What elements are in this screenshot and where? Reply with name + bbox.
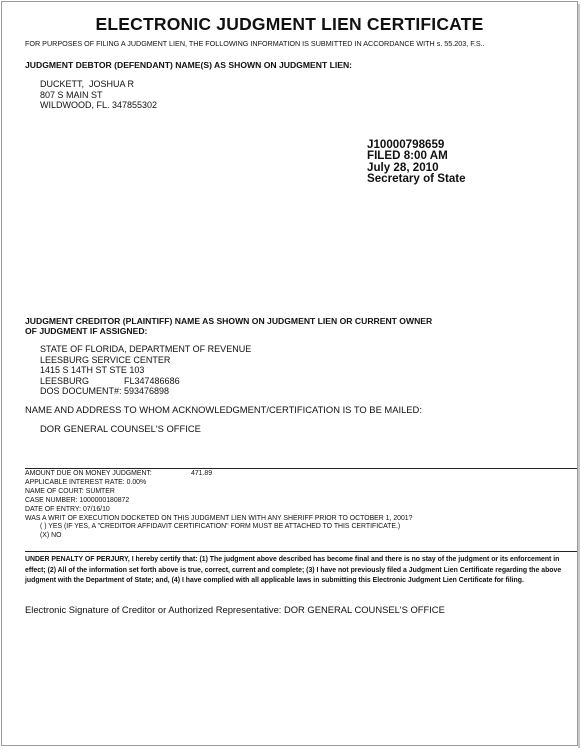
creditor-heading <box>25 316 432 336</box>
filing-date: July 28, 2010 <box>367 160 439 174</box>
creditor-name: STATE OF FLORIDA, DEPARTMENT OF REVENUE <box>40 344 252 354</box>
creditor-address <box>40 344 251 397</box>
amount-label: AMOUNT DUE ON MONEY JUDGMENT: <box>25 470 152 477</box>
document-title: ELECTRONIC JUDGMENT LIEN CERTIFICATE <box>95 14 484 34</box>
case-number: CASE NUMBER: 1000000180872 <box>25 496 130 504</box>
amount-row <box>25 470 412 479</box>
filing-number: J10000798659 <box>367 138 445 151</box>
perjury-lead: UNDER PENALTY OF PERJURY, <box>25 556 130 563</box>
purpose-statement: FOR PURPOSES OF FILING A JUDGMENT LIEN, THE FOLLOWING INFORMATION IS SUBMITTED IN ACCORDANCE WITH s. 55.203, F.S.. <box>25 39 485 48</box>
creditor-heading-line-1: JUDGMENT CREDITOR (PLAINTIFF) NAME AS SHOWN ON JUDGMENT LIEN OR CURRENT OWNER <box>25 316 433 326</box>
creditor-office: LEESBURG SERVICE CENTER <box>40 354 171 365</box>
filing-time: FILED 8:00 AM <box>367 149 448 163</box>
debtor-name: DUCKETT, JOSHUA R <box>40 79 135 89</box>
mailing-heading: NAME AND ADDRESS TO WHOM ACKNOWLEDGMENT/CERTIFICATION IS TO BE MAILED: <box>25 404 422 415</box>
court-name: NAME OF COURT: SUMTER <box>25 487 115 495</box>
mailing-name: DOR GENERAL COUNSEL'S OFFICE <box>40 423 201 434</box>
debtor-street: 807 S MAIN ST <box>40 89 103 100</box>
creditor-city: LEESBURG FL347486686 <box>40 375 180 386</box>
section-divider <box>25 468 577 469</box>
filing-office: Secretary of State <box>367 171 466 185</box>
section-divider <box>25 551 577 552</box>
debtor-heading: JUDGMENT DEBTOR (DEFENDANT) NAME(S) AS SHOWN ON JUDGMENT LIEN: <box>25 60 353 70</box>
interest-rate: APPLICABLE INTEREST RATE: 0.00% <box>25 478 147 486</box>
electronic-signature: Electronic Signature of Creditor or Authorized Representative: DOR GENERAL COUNSEL'S OFFICE <box>25 604 445 615</box>
debtor-city: WILDWOOD, FL. 347855302 <box>40 100 158 110</box>
writ-question: WAS A WRIT OF EXECUTION DOCKETED ON THIS JUDGMENT LIEN WITH ANY SHERIFF PRIOR TO OCTOBER 1, 2001? <box>25 514 413 522</box>
perjury-statement <box>25 555 565 587</box>
writ-no-option: (X) NO <box>40 532 62 540</box>
creditor-street: 1415 S 14TH ST STE 103 <box>40 365 145 375</box>
debtor-address <box>40 79 157 111</box>
amount-value: 471.89 <box>191 470 213 477</box>
filing-stamp <box>367 139 466 184</box>
writ-yes-option: ( ) YES (IF YES, A "CREDITOR AFFIDAVIT CERTIFICATION" FORM MUST BE ATTACHED TO THIS CERTIFICATE.) <box>40 523 401 531</box>
creditor-heading-line-2: OF JUDGMENT IF ASSIGNED: <box>25 326 148 336</box>
judgment-details <box>25 470 412 541</box>
certificate-page <box>1 1 578 746</box>
date-of-entry: DATE OF ENTRY: 07/16/10 <box>25 505 110 513</box>
creditor-document-number: DOS DOCUMENT#: 593476898 <box>40 386 170 396</box>
perjury-text: I hereby certify that: (1) The judgment above described has become final and there is no stay of the judgment or its enforcement in effect; (2) All of the information set forth above is true, correct, current and complete; (3) I have not previously filed a Judgment Lien Certificate regarding the above judgment with the Department of State; and, (4) I have complied with all applicable laws in submitting this Electronic Judgment Lien Certificate for filing. <box>25 556 562 585</box>
